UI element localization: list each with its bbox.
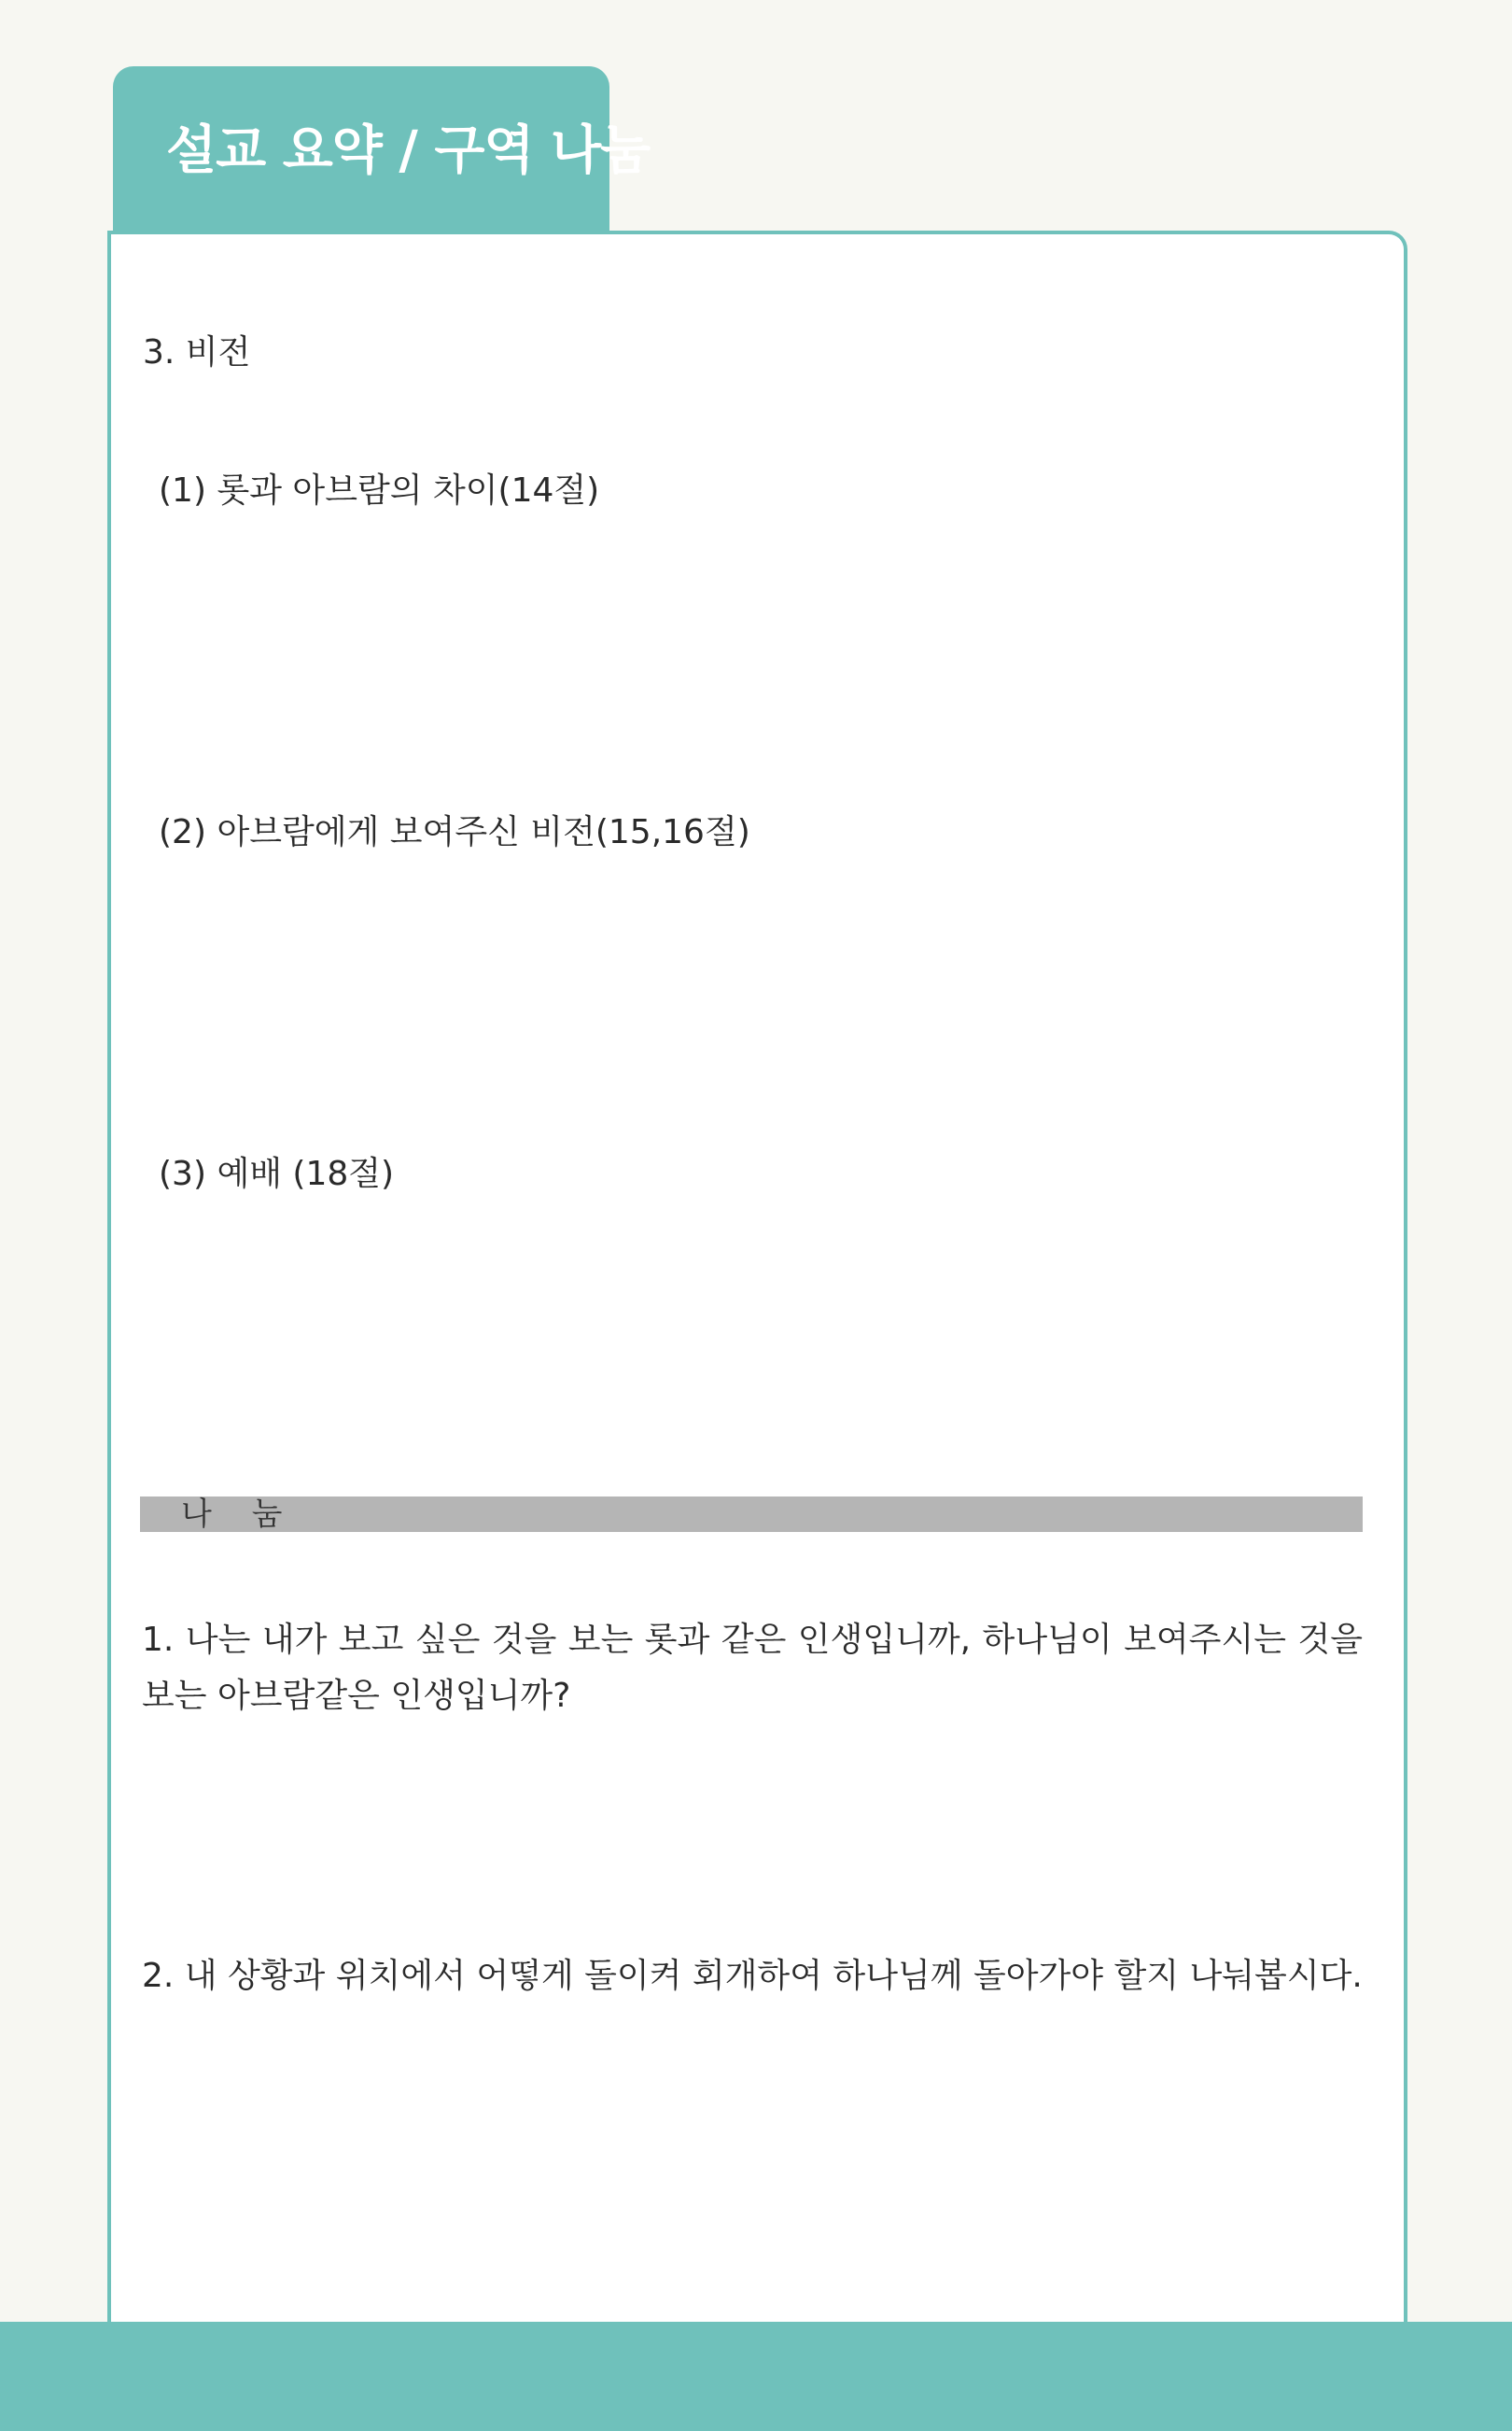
title-tab (113, 66, 651, 234)
page-title: 설교 요약 / 구역 나눔 (166, 120, 651, 181)
content-box (107, 231, 1407, 2378)
sharing-question-1: 1. 나는 내가 보고 싶은 것을 보는 롯과 같은 인생입니까, 하나님이 보여주시는 것을 보는 아브람같은 인생입니까? (142, 1621, 1363, 1715)
sharing-question-2: 2. 내 상황과 위치에서 어떻게 돌이켜 회개하여 하나님께 돌아가야 할지 나눠봅시다. (142, 1957, 1363, 1995)
sermon-point-1: (1) 롯과 아브람의 차이(14절) (159, 471, 600, 510)
sharing-section-label: 나 눔 (181, 1496, 298, 1533)
sermon-point-2: (2) 아브람에게 보여주신 비전(15,16절) (159, 813, 750, 851)
sharing-section-bar (140, 1497, 1363, 1532)
sermon-point-3: (3) 예배 (18절) (159, 1155, 395, 1193)
section-heading-vision: 3. 비전 (143, 333, 251, 372)
footer-band (0, 2322, 1512, 2431)
